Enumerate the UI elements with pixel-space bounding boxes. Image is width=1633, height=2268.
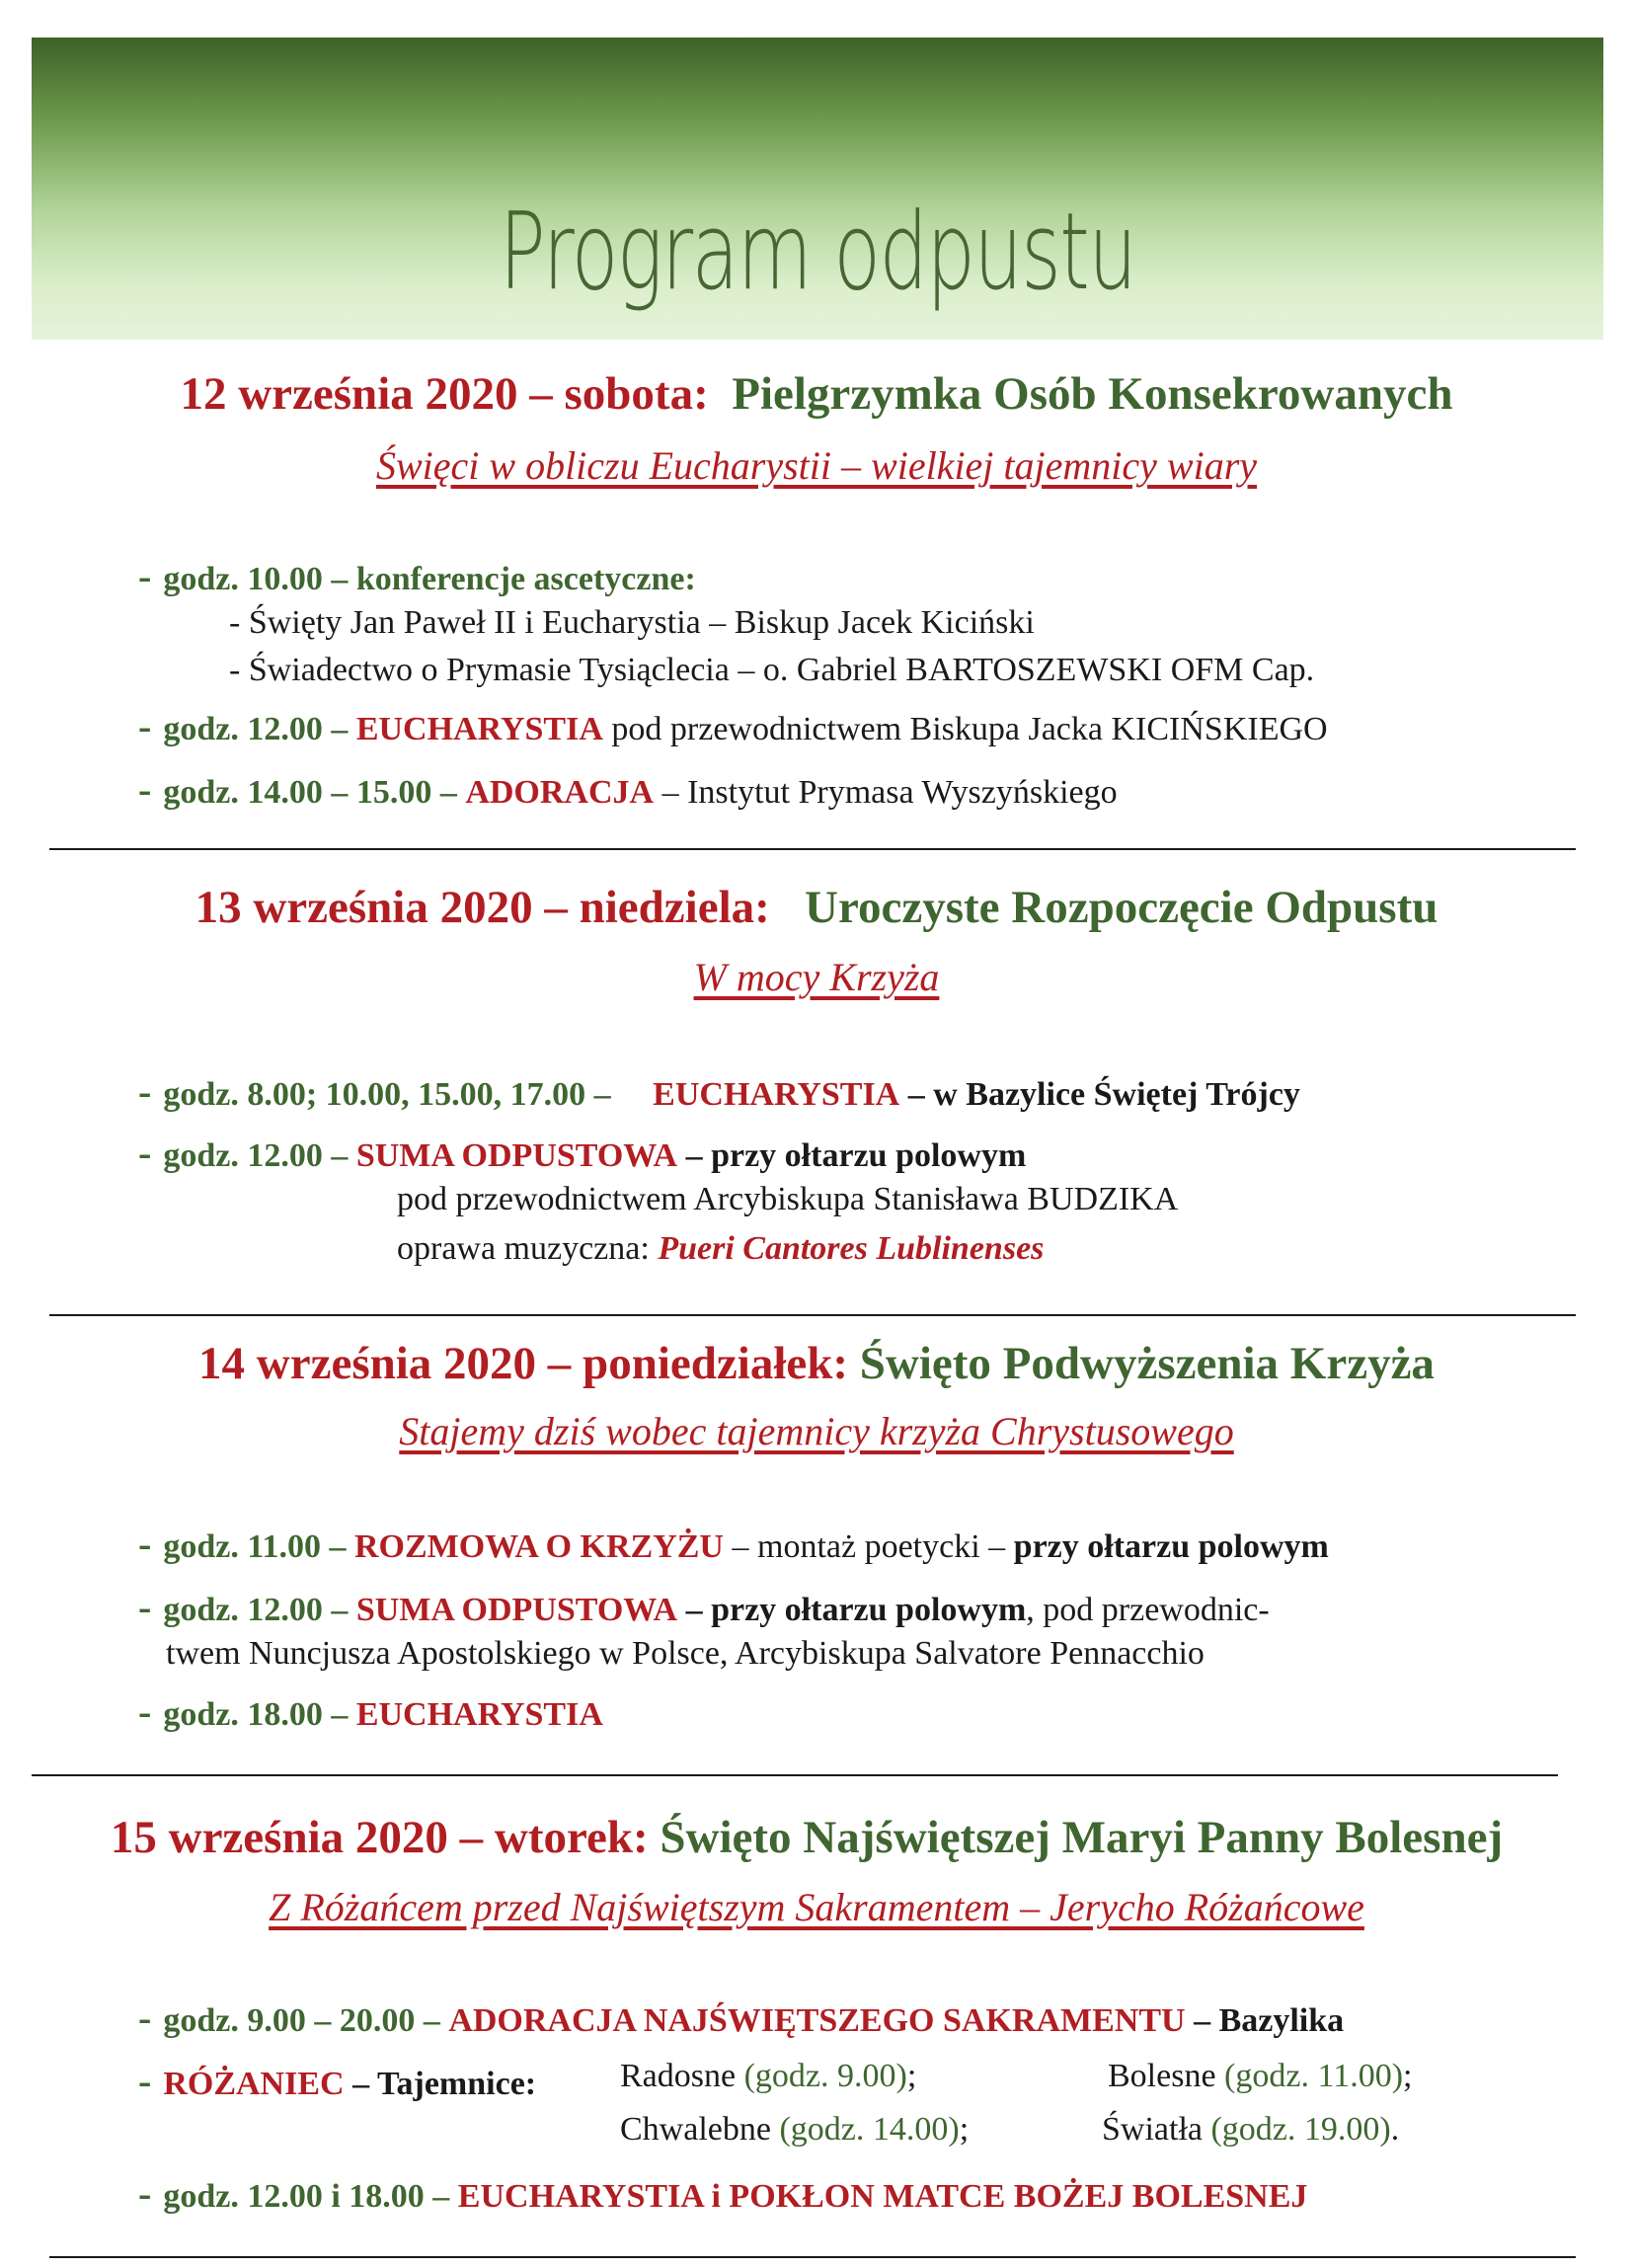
schedule-subline: twem Nuncjusza Apostolskiego w Polsce, Arcybiskupa Salvatore Pennacchio bbox=[166, 1635, 1205, 1672]
day-heading bbox=[0, 367, 1633, 421]
schedule-line: - godz. 12.00 – SUMA ODPUSTOWA – przy ołtarzu polowym bbox=[138, 1131, 1027, 1175]
section-divider bbox=[49, 1314, 1576, 1316]
day-motto: Święci w obliczu Eucharystii – wielkiej tajemnicy wiary bbox=[375, 443, 1258, 488]
section-divider bbox=[49, 2256, 1576, 2258]
day-name: Pielgrzymka Osób Konsekrowanych bbox=[732, 368, 1453, 420]
schedule-line: - godz. 10.00 – konferencje ascetyczne: bbox=[138, 554, 696, 598]
day-heading: 13 września 2020 – niedziela: Uroczyste Rozpoczęcie Odpustu bbox=[194, 882, 1439, 933]
schedule-subline: pod przewodnictwem Arcybiskupa Stanisława BUDZIKA bbox=[397, 1181, 1179, 1217]
schedule-subline: oprawa muzyczna: Pueri Cantores Lublinenses bbox=[397, 1230, 1045, 1267]
schedule-line: - godz. 18.00 – EUCHARYSTIA bbox=[138, 1689, 603, 1734]
day-motto: W mocy Krzyża bbox=[693, 955, 940, 999]
schedule-subline: - Świadectwo o Prymasie Tysiąclecia – o. Gabriel BARTOSZEWSKI OFM Cap. bbox=[229, 652, 1315, 688]
schedule-subline: - Święty Jan Paweł II i Eucharystia – Biskup Jacek Kiciński bbox=[229, 604, 1035, 641]
day-heading: 15 września 2020 – wtorek: Święto Najświętszej Maryi Panny Bolesnej bbox=[110, 1812, 1504, 1863]
mystery-item: Światła (godz. 19.00). bbox=[1102, 2111, 1400, 2148]
schedule-line: - godz. 12.00 i 18.00 – EUCHARYSTIA i POKŁON MATCE BOŻEJ BOLESNEJ bbox=[138, 2171, 1308, 2216]
section-divider bbox=[49, 848, 1576, 850]
schedule-line: - godz. 8.00; 10.00, 15.00, 17.00 – EUCHARYSTIA – w Bazylice Świętej Trójcy bbox=[138, 1069, 1300, 1114]
mystery-item: Chwalebne (godz. 14.00); bbox=[620, 2111, 970, 2148]
schedule-line: - godz. 14.00 – 15.00 – ADORACJA – Instytut Prymasa Wyszyńskiego bbox=[138, 767, 1118, 812]
schedule-line: - godz. 11.00 – ROZMOWA O KRZYŻU – montaż poetycki – przy ołtarzu polowym bbox=[138, 1522, 1329, 1566]
mystery-item: Radosne (godz. 9.00); bbox=[620, 2058, 917, 2094]
header-banner bbox=[32, 38, 1603, 340]
schedule-line: - godz. 9.00 – 20.00 – ADORACJA NAJŚWIĘTSZEGO SAKRAMENTU – Bazylika bbox=[138, 1995, 1345, 2040]
day-motto: Z Różańcem przed Najświętszym Sakramentem – Jerycho Różańcowe bbox=[269, 1885, 1364, 1929]
rosary-line: - RÓŻANIEC – Tajemnice: bbox=[138, 2059, 537, 2103]
schedule-line: - godz. 12.00 – EUCHARYSTIA pod przewodnictwem Biskupa Jacka KICIŃSKIEGO bbox=[138, 704, 1328, 748]
section-divider bbox=[32, 1774, 1558, 1776]
page-title: Program odpustu bbox=[499, 191, 1136, 314]
day-heading: 14 września 2020 – poniedziałek: Święto Podwyższenia Krzyża bbox=[198, 1338, 1435, 1389]
day-motto: Stajemy dziś wobec tajemnicy krzyża Chrystusowego bbox=[399, 1409, 1234, 1453]
mystery-item: Bolesne (godz. 11.00); bbox=[1108, 2058, 1413, 2094]
day-date: 12 września 2020 – sobota: bbox=[180, 368, 709, 420]
schedule-line: - godz. 12.00 – SUMA ODPUSTOWA – przy ołtarzu polowym, pod przewodnic- bbox=[138, 1585, 1270, 1629]
